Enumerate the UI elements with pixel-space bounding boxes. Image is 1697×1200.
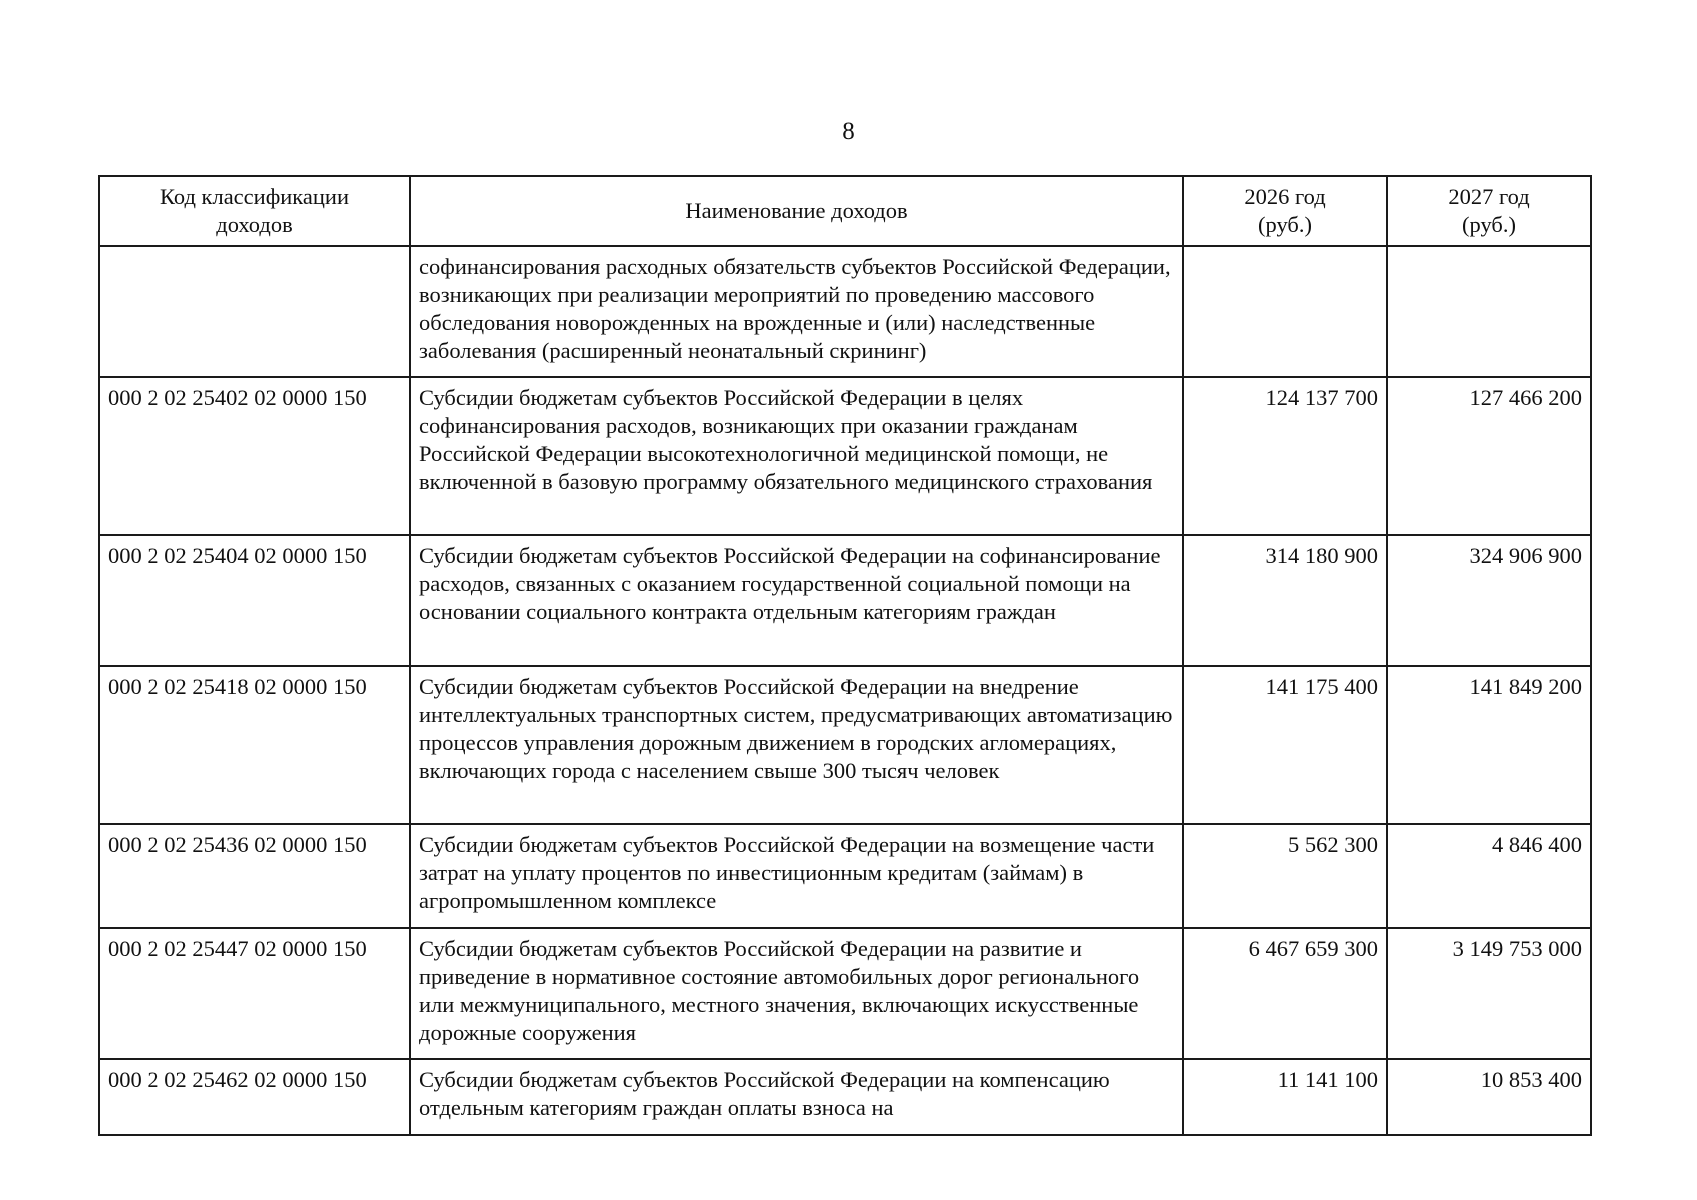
header-2027-unit: (руб.) (1462, 212, 1516, 237)
table-header-row (99, 176, 1591, 246)
amount-2026: 124 137 700 (1183, 377, 1387, 535)
amount-2026: 6 467 659 300 (1183, 928, 1387, 1059)
header-2027-year: 2027 год (1448, 184, 1530, 209)
page-number: 8 (842, 118, 855, 145)
amount-2026: 11 141 100 (1183, 1059, 1387, 1135)
header-2027 (1387, 176, 1591, 246)
header-name (410, 176, 1183, 246)
revenue-name: Субсидии бюджетам субъектов Российской Федерации на внедрение интеллектуальных транспортных систем, предусматривающих автоматизацию процессов управления дорожным движением в городских агломерациях, включающих города с населением свыше 300 тысяч человек (410, 666, 1183, 824)
amount-2027: 10 853 400 (1387, 1059, 1591, 1135)
header-code (99, 176, 410, 246)
amount-2027: 324 906 900 (1387, 535, 1591, 666)
revenue-code: 000 2 02 25404 02 0000 150 (99, 535, 410, 666)
header-code-line2: доходов (216, 212, 293, 237)
revenue-name: Субсидии бюджетам субъектов Российской Федерации на компенсацию отдельным категориям граждан оплаты взноса на (410, 1059, 1183, 1135)
header-2026-unit: (руб.) (1258, 212, 1312, 237)
table-row (99, 824, 1591, 928)
revenue-table (98, 175, 1592, 1136)
amount-2026: 314 180 900 (1183, 535, 1387, 666)
table-row (99, 1059, 1591, 1135)
revenue-name: Субсидии бюджетам субъектов Российской Федерации на софинансирование расходов, связанных с оказанием государственной социальной помощи на основании социального контракта отдельным категориям граждан (410, 535, 1183, 666)
header-name-label: Наименование доходов (685, 198, 908, 223)
table-row (99, 377, 1591, 535)
amount-2027: 127 466 200 (1387, 377, 1591, 535)
revenue-code: 000 2 02 25402 02 0000 150 (99, 377, 410, 535)
revenue-code: 000 2 02 25462 02 0000 150 (99, 1059, 410, 1135)
header-2026-year: 2026 год (1244, 184, 1326, 209)
revenue-name: софинансирования расходных обязательств субъектов Российской Федерации, возникающих при реализации мероприятий по проведению массового обследования новорожденных на врожденные и (или) наследственные заболевания (расширенный неонатальный скрининг) (410, 246, 1183, 377)
revenue-code: 000 2 02 25418 02 0000 150 (99, 666, 410, 824)
table-row (99, 666, 1591, 824)
header-2026 (1183, 176, 1387, 246)
table-row (99, 535, 1591, 666)
amount-2027 (1387, 246, 1591, 377)
amount-2027: 3 149 753 000 (1387, 928, 1591, 1059)
revenue-code: 000 2 02 25447 02 0000 150 (99, 928, 410, 1059)
revenue-name: Субсидии бюджетам субъектов Российской Федерации в целях софинансирования расходов, возникающих при оказании гражданам Российской Федерации высокотехнологичной медицинской помощи, не включенной в базовую программу обязательного медицинского страхования (410, 377, 1183, 535)
revenue-code (99, 246, 410, 377)
table-row (99, 246, 1591, 377)
amount-2027: 4 846 400 (1387, 824, 1591, 928)
revenue-name: Субсидии бюджетам субъектов Российской Федерации на развитие и приведение в нормативное состояние автомобильных дорог регионального или межмуниципального, местного значения, включающих искусственные дорожные сооружения (410, 928, 1183, 1059)
amount-2026: 141 175 400 (1183, 666, 1387, 824)
revenue-name: Субсидии бюджетам субъектов Российской Федерации на возмещение части затрат на уплату процентов по инвестиционным кредитам (займам) в агропромышленном комплексе (410, 824, 1183, 928)
amount-2026: 5 562 300 (1183, 824, 1387, 928)
table-row (99, 928, 1591, 1059)
header-code-line1: Код классификации (159, 184, 350, 209)
amount-2027: 141 849 200 (1387, 666, 1591, 824)
revenue-code: 000 2 02 25436 02 0000 150 (99, 824, 410, 928)
amount-2026 (1183, 246, 1387, 377)
